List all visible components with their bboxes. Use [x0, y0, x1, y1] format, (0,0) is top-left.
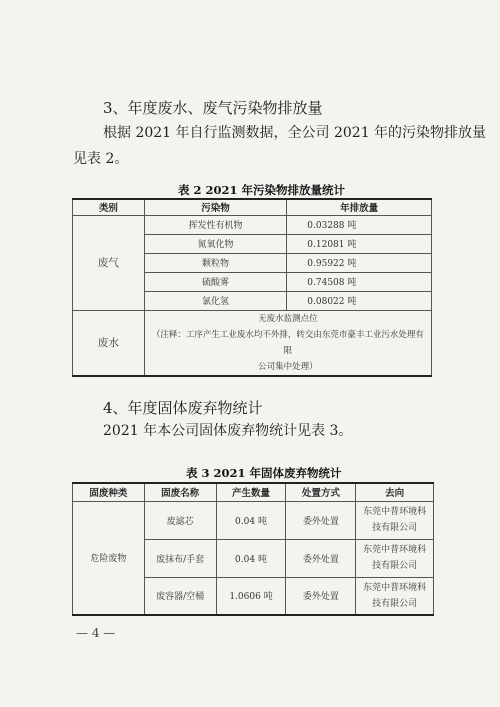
waste-name: 废滤芯	[144, 501, 216, 539]
waste-destination	[356, 501, 434, 539]
table3-header-destination: 去向	[356, 483, 434, 501]
section4-paragraph: 2021 年本公司固体废弃物统计见表 3。	[103, 423, 353, 439]
disposal-method: 委外处置	[286, 577, 356, 615]
waste-destination	[356, 577, 434, 615]
table2-water-row	[73, 310, 432, 376]
table3-waste-category: 危险废物	[73, 501, 145, 615]
pollutant-name: 氮氧化物	[144, 234, 287, 253]
table2-water-note	[144, 310, 431, 376]
section4-heading: 4、年度固体废弃物统计	[103, 399, 263, 417]
section3-paragraph-line1: 根据 2021 年自行监测数据，全公司 2021 年的污染物排放量	[103, 125, 487, 141]
pollutant-name: 硫酸雾	[144, 272, 287, 291]
table3-header-name: 固废名称	[144, 483, 216, 501]
table3-header-row	[73, 483, 434, 501]
table2-header-amount: 年排放量	[287, 199, 432, 215]
table-row	[73, 501, 434, 539]
section3-heading: 3、年度废水、废气污染物排放量	[103, 99, 323, 117]
destination-line1: 东莞中普环境科	[363, 507, 427, 517]
destination-line1: 东莞中普环境科	[363, 545, 427, 555]
table2-water-category: 废水	[73, 310, 145, 376]
table2-caption: 表 2 2021 年污染物排放量统计	[178, 183, 346, 197]
waste-destination	[356, 539, 434, 577]
destination-line2: 技有限公司	[372, 598, 418, 609]
disposal-method: 委外处置	[286, 501, 356, 539]
table2-gas-category: 废气	[73, 215, 145, 310]
disposal-method: 委外处置	[286, 539, 356, 577]
waste-quantity: 0.04 吨	[216, 501, 286, 539]
emission-amount: 0.03288 吨	[287, 215, 432, 234]
table3-caption: 表 3 2021 年固体废弃物统计	[186, 466, 342, 480]
pollutant-name: 挥发性有机物	[144, 215, 287, 234]
table3-header-category: 固废种类	[73, 483, 145, 501]
waste-quantity: 0.04 吨	[216, 539, 286, 577]
water-note-line1: 无废水监测点位	[258, 313, 318, 324]
destination-line1: 东莞中普环境科	[363, 582, 427, 593]
emission-amount: 0.74508 吨	[287, 272, 432, 291]
table2-header-pollutant: 污染物	[144, 199, 287, 215]
water-note-line2: （注释：工序产生工业废水均不外排，转交由东莞市豪丰工业污水处理有限	[151, 329, 424, 356]
destination-line2: 技有限公司	[372, 523, 418, 533]
table2-header-row	[73, 199, 432, 215]
table3-header-method: 处置方式	[286, 483, 356, 501]
waste-quantity: 1.0606 吨	[216, 577, 286, 615]
table2	[72, 198, 432, 377]
water-note-line3: 公司集中处理）	[258, 361, 318, 372]
emission-amount: 0.12081 吨	[287, 234, 432, 253]
table3-header-quantity: 产生数量	[216, 483, 286, 501]
emission-amount: 0.95922 吨	[287, 253, 432, 272]
waste-name: 废抹布/手套	[144, 539, 216, 577]
section3-paragraph-line2: 见表 2。	[73, 151, 129, 167]
pollutant-name: 颗粒物	[144, 253, 287, 272]
table-row	[73, 215, 432, 234]
table2-header-category: 类别	[73, 199, 145, 215]
pollutant-name: 氯化氢	[144, 291, 287, 310]
emission-amount: 0.08022 吨	[287, 291, 432, 310]
table3	[72, 482, 434, 616]
destination-line2: 技有限公司	[372, 561, 418, 571]
page-number: — 4 —	[76, 626, 116, 640]
waste-name: 废容器/空桶	[144, 577, 216, 615]
